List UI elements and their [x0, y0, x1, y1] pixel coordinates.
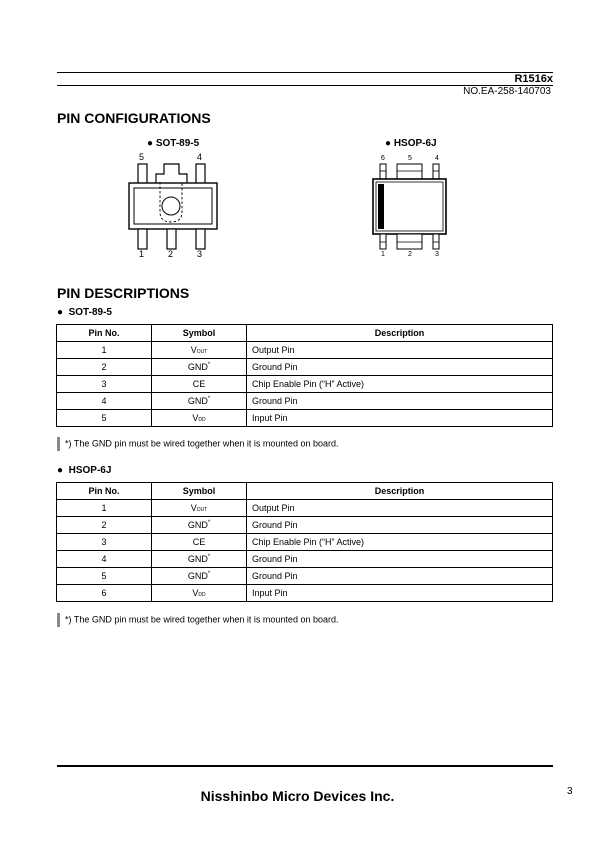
table-row	[57, 534, 553, 551]
pin-number-cell: 3	[57, 376, 152, 393]
sot-diagram-label-text: SOT-89-5	[155, 138, 200, 149]
sot-die-circle	[162, 197, 180, 215]
description-cell: Ground Pin	[247, 359, 553, 376]
sot-pin-3-lead	[196, 229, 205, 249]
table-row	[57, 342, 553, 359]
symbol-superscript: *	[207, 396, 211, 402]
table-row	[57, 551, 553, 568]
pin-number-cell: 1	[57, 500, 152, 517]
column-header-pin: Pin No.	[57, 325, 152, 342]
bullet-icon: ●	[57, 465, 64, 476]
symbol-text: V	[192, 588, 199, 598]
column-header-symbol: Symbol	[152, 483, 247, 500]
bullet-icon: ●	[147, 138, 154, 149]
table-row	[57, 500, 553, 517]
sot-table-label-text: SOT-89-5	[68, 307, 112, 318]
hsop-pin-number: 2	[408, 251, 412, 258]
part-number: R1516x	[514, 73, 553, 85]
symbol-text: GND	[187, 362, 208, 372]
sot-pin-number: 2	[168, 249, 174, 259]
company-name: Nisshinbo Micro Devices Inc.	[200, 788, 395, 804]
hsop-pin-number: 5	[408, 155, 412, 162]
table-row	[57, 376, 553, 393]
symbol-cell	[152, 500, 247, 517]
sot-pin-4-lead	[196, 164, 205, 184]
sot-diagram-label	[147, 138, 199, 149]
sot-table-body	[57, 342, 553, 427]
symbol-cell	[152, 376, 247, 393]
symbol-superscript: *	[207, 554, 211, 560]
symbol-superscript: *	[207, 520, 211, 526]
pin-number-cell: 2	[57, 359, 152, 376]
hsop-pin-number: 3	[435, 251, 439, 258]
table-row	[57, 393, 553, 410]
symbol-text: V	[190, 345, 197, 355]
pin-number-cell: 2	[57, 517, 152, 534]
description-cell: Ground Pin	[247, 568, 553, 585]
sot-table-label	[57, 307, 112, 318]
description-cell: Input Pin	[247, 410, 553, 427]
sot-89-5-diagram	[120, 150, 230, 265]
symbol-text: GND	[187, 396, 208, 406]
symbol-superscript: *	[207, 571, 211, 577]
hsop-pin-4-lead	[433, 164, 439, 179]
description-cell: Chip Enable Pin (“H” Active)	[247, 376, 553, 393]
description-cell: Ground Pin	[247, 551, 553, 568]
description-cell: Ground Pin	[247, 393, 553, 410]
sot-tab	[156, 164, 187, 184]
pin-number-cell: 4	[57, 551, 152, 568]
pin-number-cell: 1	[57, 342, 152, 359]
hsop-pin-1-lead	[380, 234, 386, 249]
sot-pin-1-lead	[138, 229, 147, 249]
hsop-6j-diagram	[368, 160, 452, 255]
column-header-pin: Pin No.	[57, 483, 152, 500]
bullet-icon: ●	[57, 307, 64, 318]
doc-number: NO.EA-258-140703	[463, 86, 551, 97]
sot-footnote	[57, 437, 338, 451]
symbol-cell	[152, 410, 247, 427]
hsop-table-body	[57, 500, 553, 602]
hsop-footnote	[57, 613, 338, 627]
symbol-cell	[152, 342, 247, 359]
page-number: 3	[567, 786, 573, 797]
symbol-superscript: *	[207, 362, 211, 368]
hsop-diagram-label-text: HSOP-6J	[393, 138, 437, 149]
pin-descriptions-heading: PIN DESCRIPTIONS	[57, 285, 190, 301]
symbol-text: GND	[187, 520, 208, 530]
symbol-subscript: DD	[198, 592, 206, 598]
symbol-text: GND	[187, 571, 208, 581]
description-cell: Output Pin	[247, 500, 553, 517]
sot-pin-number: 3	[197, 249, 203, 259]
note-bar	[57, 437, 60, 451]
sot-pin-2-lead	[167, 229, 176, 249]
hsop-diagram-label	[385, 138, 437, 149]
column-header-symbol: Symbol	[152, 325, 247, 342]
symbol-text: GND	[187, 554, 208, 564]
sot-pin-number: 5	[139, 152, 145, 162]
description-cell: Input Pin	[247, 585, 553, 602]
sot-pin-5-lead	[138, 164, 147, 184]
hsop-pin-5-lead	[397, 164, 422, 179]
table-row	[57, 410, 553, 427]
symbol-text: V	[190, 503, 197, 513]
pin-configurations-heading: PIN CONFIGURATIONS	[57, 110, 211, 126]
symbol-subscript: OUT	[196, 507, 208, 513]
symbol-cell	[152, 534, 247, 551]
sot-footnote-text: *) The GND pin must be wired together when it is mounted on board.	[65, 438, 339, 449]
column-header-description: Description	[247, 483, 553, 500]
description-cell: Ground Pin	[247, 517, 553, 534]
pin-number-cell: 4	[57, 393, 152, 410]
hsop-pin-3-lead	[433, 234, 439, 249]
hsop-table-label	[57, 465, 111, 476]
symbol-cell	[152, 568, 247, 585]
sot-pin-number: 4	[197, 152, 203, 162]
symbol-cell	[152, 393, 247, 410]
hsop-pin1-marker	[378, 184, 384, 229]
symbol-cell	[152, 359, 247, 376]
symbol-text: CE	[192, 379, 206, 389]
pin-number-cell: 5	[57, 568, 152, 585]
pin-number-cell: 3	[57, 534, 152, 551]
hsop-pin-6-lead	[380, 164, 386, 179]
hsop-pin-number: 1	[381, 251, 385, 258]
pin-number-cell: 5	[57, 410, 152, 427]
pin-number-cell: 6	[57, 585, 152, 602]
column-header-description: Description	[247, 325, 553, 342]
table-row	[57, 517, 553, 534]
description-cell: Output Pin	[247, 342, 553, 359]
header-rule-top	[57, 72, 553, 73]
description-cell: Chip Enable Pin (“H” Active)	[247, 534, 553, 551]
hsop-table-label-text: HSOP-6J	[68, 465, 112, 476]
table-row	[57, 568, 553, 585]
table-row	[57, 585, 553, 602]
table-header-row	[57, 483, 553, 500]
symbol-text: CE	[192, 537, 206, 547]
symbol-text: V	[192, 413, 199, 423]
sot-pin-table	[56, 324, 553, 427]
hsop-footnote-text: *) The GND pin must be wired together when it is mounted on board.	[65, 614, 339, 625]
symbol-subscript: OUT	[196, 349, 208, 355]
symbol-cell	[152, 551, 247, 568]
hsop-pin-2-lead	[397, 234, 422, 249]
sot-pin-number: 1	[139, 249, 145, 259]
symbol-cell	[152, 585, 247, 602]
note-bar	[57, 613, 60, 627]
symbol-subscript: DD	[198, 417, 206, 423]
table-header-row	[57, 325, 553, 342]
bullet-icon: ●	[385, 138, 392, 149]
footer-rule	[57, 765, 553, 767]
hsop-pin-number: 4	[435, 155, 439, 162]
hsop-pin-table	[56, 482, 553, 602]
hsop-pin-number: 6	[381, 155, 385, 162]
symbol-cell	[152, 517, 247, 534]
table-row	[57, 359, 553, 376]
